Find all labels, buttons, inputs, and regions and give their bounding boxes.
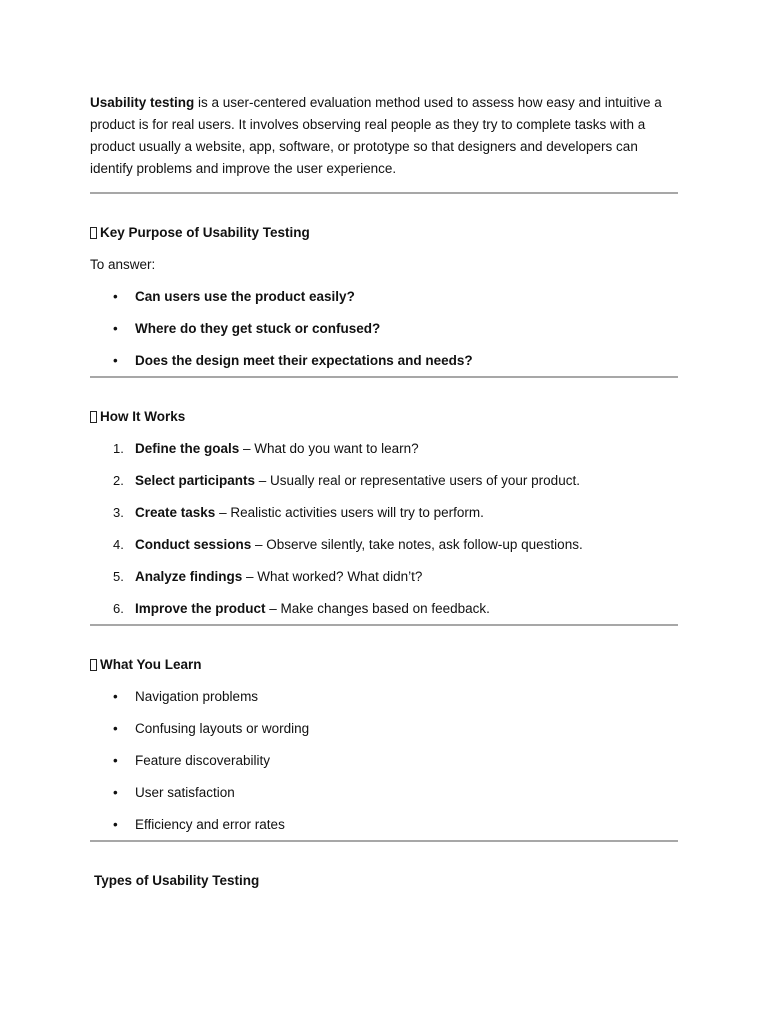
list-item: • User satisfaction [90, 783, 678, 815]
bullet: • [113, 321, 118, 336]
list-item: • Does the design meet their expectations and needs? [90, 351, 678, 376]
intro-term: Usability testing [90, 95, 195, 110]
list-item: 3. Create tasks – Realistic activities users will try to perform. [113, 505, 484, 520]
missing-glyph-icon [90, 227, 97, 239]
document-page [90, 92, 678, 892]
bullet: • [113, 689, 118, 704]
heading-text: Key Purpose of Usability Testing [100, 225, 310, 240]
list-item: • Can users use the product easily? [90, 287, 678, 319]
list-item: 4. Conduct sessions – Observe silently, take notes, ask follow-up questions. [113, 537, 583, 552]
bullet: • [113, 785, 118, 800]
list-item: 1. Define the goals – What do you want to learn? [113, 441, 419, 456]
missing-glyph-icon [90, 659, 97, 671]
list-item: • Navigation problems [90, 687, 678, 719]
list-item: 6. Improve the product – Make changes based on feedback. [113, 601, 490, 616]
steps-list [90, 439, 678, 624]
list-item: • Efficiency and error rates [90, 815, 678, 840]
heading-text: How It Works [100, 409, 186, 424]
purpose-list [90, 287, 678, 376]
intro-text: is a user-centered evaluation method used to assess how easy and intuitive a product is for real users. It involves observing real people as they try to complete tasks with a product usually a website, app, software, or prototype so that designers and developers can identify problems and improve the user experience. [90, 95, 662, 176]
list-item: • Where do they get stuck or confused? [90, 319, 678, 351]
purpose-lead: To answer: [90, 257, 156, 272]
intro-paragraph [90, 92, 678, 180]
list-item: • Feature discoverability [90, 751, 678, 783]
list-item: 2. Select participants – Usually real or representative users of your product. [113, 473, 580, 488]
bullet: • [113, 721, 118, 736]
section-heading-how [90, 406, 678, 428]
bullet: • [113, 817, 118, 832]
bullet: • [113, 353, 118, 368]
list-item: 5. Analyze findings – What worked? What didn’t? [113, 569, 423, 584]
learn-list [90, 687, 678, 840]
heading-text: Types of Usability Testing [94, 873, 260, 888]
bullet: • [113, 289, 118, 304]
list-item: • Confusing layouts or wording [90, 719, 678, 751]
heading-text: What You Learn [100, 657, 202, 672]
section-heading-types [90, 870, 678, 892]
section-heading-learn [90, 654, 678, 676]
missing-glyph-icon [90, 411, 97, 423]
section-heading-purpose [90, 222, 678, 244]
bullet: • [113, 753, 118, 768]
